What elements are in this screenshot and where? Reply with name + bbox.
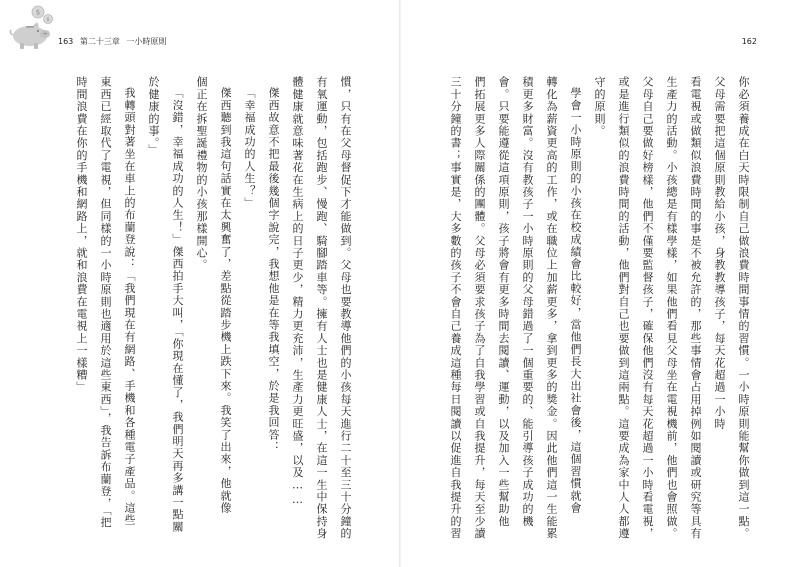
text-column: 傑西聽到我這句話實在太興奮了，差點從踏步機上跌下來。我笑了出來，他就像 bbox=[219, 87, 232, 514]
text-column: 轉化為薪資更高的工作，或在職位上加薪更多，拿到更多的獎金。因此他們這一生能累 bbox=[545, 76, 558, 540]
text-column: 體健康就意味著花在生病上的日子更少，精力更充沛，生產力更旺盛，以及…… bbox=[291, 76, 304, 507]
page-gutter bbox=[399, 0, 401, 567]
text-column: 們拓展更多人際關係的團體。父母必須要求孩子為了自我學習或自我提升，每天至少讀 bbox=[473, 76, 486, 540]
text-column: 父母自己要做好榜樣，他們不僅要監督孩子，確保他們沒有每天花超過一小時看電視， bbox=[641, 76, 654, 540]
text-column: 會。只要能遵從這項原則，孩子將會有更多時間去閱讀、運動，以及加入一些幫助他 bbox=[497, 76, 510, 528]
text-column: 或是進行類似的浪費時間的活動，他們對自己也要做到這兩點。這要成為家中人人都遵 bbox=[617, 76, 630, 540]
right-page-header bbox=[742, 36, 757, 48]
svg-text:$: $ bbox=[35, 8, 41, 17]
text-column: 看電視或做類似浪費時間的事是不被允許的，那些事情會占用掉例如閱讀或研究等具有 bbox=[689, 76, 702, 540]
text-column: 於健康的事。」 bbox=[147, 76, 160, 156]
text-column: 東西已經取代了電視，但同樣的一小時原則也適用於這些東西」，我告訴布蘭登，「把 bbox=[99, 76, 112, 529]
text-column: 父母需要把這個原則教給小孩，身教教導孩子，每天花超過一小時 bbox=[713, 76, 726, 430]
text-column: 傑西故意不把最後幾個字說完，我想他是在等我填空，於是我回答： bbox=[267, 87, 280, 453]
text-column: 積更多財富。沒有教孩子一小時原則的父母錯過了一個重要的、能引導孩子成功的機 bbox=[521, 76, 534, 528]
text-column: 「幸福成功的人生？」 bbox=[243, 87, 256, 209]
text-column: 個正在拆聖誕禮物的小孩那樣開心。 bbox=[195, 76, 208, 272]
text-column: 我轉頭對著坐在車上的布蘭登說：「我們現在有網路、手機和各種電子產品。這些 bbox=[123, 87, 136, 527]
left-page-number: 163 bbox=[58, 37, 74, 46]
text-column: 時間浪費在你的手機和網路上，就和浪費在電視上一樣糟」 bbox=[75, 76, 88, 394]
text-column: 生產力的活動。小孩總是有樣學樣，如果他們看見父母坐在電視機前，他們也會照做。 bbox=[665, 76, 678, 540]
left-page-header bbox=[58, 36, 170, 48]
chapter-title: 一小時原則 bbox=[126, 37, 167, 46]
text-column: 守的原則。 bbox=[593, 76, 606, 137]
piggy-bank-icon bbox=[8, 4, 56, 50]
text-column: 學會一小時原則的小孩在校成績會比較好，當他們長大出社會後，這個習慣就會 bbox=[569, 87, 582, 514]
svg-text:$: $ bbox=[46, 17, 50, 23]
text-column: 你必須養成在白天時限制自己做浪費時間事情的習慣。一小時原則能幫你做到這一點。 bbox=[737, 76, 750, 540]
chapter-label: 第二十三章 bbox=[79, 37, 120, 46]
text-column: 三十分鐘的書；事實是，大多數的孩子不會自己養成這種每日閱讀以促進自我提升的習 bbox=[449, 76, 462, 540]
text-column: 慣，只有在父母督促下才能做到。父母也要教導他們的小孩每天進行二十至三十分鐘的 bbox=[339, 76, 352, 540]
text-column: 「沒錯，幸福成功的人生！」傑西拍手大叫，「你現在懂了，我們明天再多講一點關 bbox=[171, 87, 184, 533]
text-column: 有氧運動，包括跑步、慢跑、騎腳踏車等。擁有人士也是健康人士，在這一生中保持身 bbox=[315, 76, 328, 540]
right-page-number: 162 bbox=[741, 37, 757, 46]
